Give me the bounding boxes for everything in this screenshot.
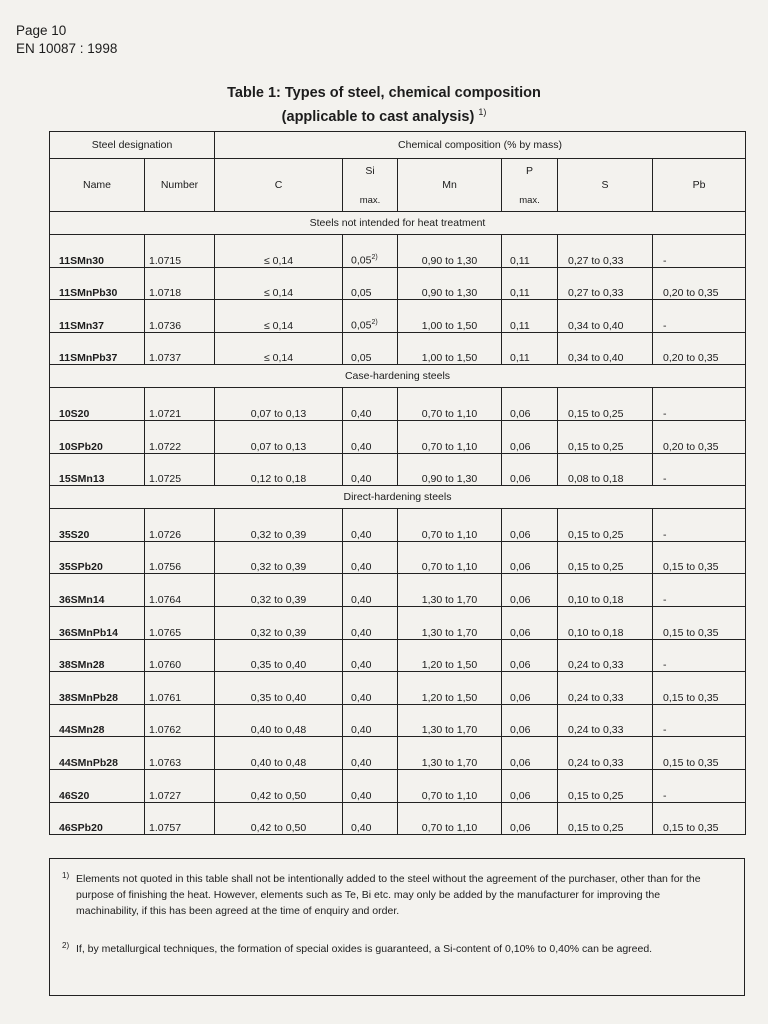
cell-mn: 1,20 to 1,50 — [398, 639, 502, 672]
table-row — [50, 672, 746, 705]
cell-c: 0,07 to 0,13 — [215, 420, 343, 453]
cell-p: 0,06 — [502, 672, 558, 705]
cell-c: 0,35 to 0,40 — [215, 639, 343, 672]
cell-number: 1.0760 — [145, 639, 215, 672]
cell-s: 0,24 to 0,33 — [558, 672, 653, 705]
header-number: Number — [145, 159, 215, 212]
cell-s: 0,27 to 0,33 — [558, 267, 653, 300]
footnote-1-text: Elements not quoted in this table shall not be intentionally added to the steel without the agreement of the purchaser, other than for the purpose of finishing the heat. However, elements such as Te, Bi etc. may only be added by the manufacturer for improving the machinability, if this has been agreed at the time of enquiry and order. — [76, 873, 701, 917]
cell-pb: - — [653, 769, 746, 802]
cell-c: ≤ 0,14 — [215, 267, 343, 300]
cell-c: 0,32 to 0,39 — [215, 509, 343, 542]
cell-name: 44SMnPb28 — [50, 737, 145, 770]
table-row — [50, 453, 746, 486]
cell-s: 0,24 to 0,33 — [558, 639, 653, 672]
cell-name: 10S20 — [50, 388, 145, 421]
section-header-row — [50, 212, 746, 235]
cell-p: 0,11 — [502, 300, 558, 333]
cell-name: 46S20 — [50, 769, 145, 802]
cell-number: 1.0756 — [145, 541, 215, 574]
cell-si — [343, 704, 398, 737]
cell-name: 15SMn13 — [50, 453, 145, 486]
cell-number: 1.0736 — [145, 300, 215, 333]
cell-si — [343, 639, 398, 672]
cell-s: 0,15 to 0,25 — [558, 802, 653, 835]
cell-si-value: 0,40 — [351, 407, 372, 420]
cell-si — [343, 769, 398, 802]
table-row — [50, 420, 746, 453]
cell-number: 1.0722 — [145, 420, 215, 453]
cell-number: 1.0725 — [145, 453, 215, 486]
cell-si-value: 0,40 — [351, 440, 372, 453]
cell-s: 0,10 to 0,18 — [558, 574, 653, 607]
footnote-2 — [62, 941, 722, 957]
cell-number: 1.0765 — [145, 606, 215, 639]
cell-c: ≤ 0,14 — [215, 332, 343, 365]
table-row — [50, 388, 746, 421]
cell-pb: 0,20 to 0,35 — [653, 332, 746, 365]
cell-c: 0,32 to 0,39 — [215, 541, 343, 574]
cell-pb: - — [653, 639, 746, 672]
cell-name: 36SMnPb14 — [50, 606, 145, 639]
cell-name: 11SMnPb30 — [50, 267, 145, 300]
cell-si — [343, 453, 398, 486]
table-row — [50, 606, 746, 639]
cell-name: 35SPb20 — [50, 541, 145, 574]
table-row — [50, 639, 746, 672]
cell-pb: - — [653, 704, 746, 737]
cell-si — [343, 235, 398, 268]
cell-si-value: 0,40 — [351, 756, 372, 769]
cell-number: 1.0762 — [145, 704, 215, 737]
cell-pb: 0,15 to 0,35 — [653, 737, 746, 770]
cell-s: 0,24 to 0,33 — [558, 704, 653, 737]
cell-si — [343, 574, 398, 607]
cell-mn: 1,30 to 1,70 — [398, 606, 502, 639]
cell-p: 0,06 — [502, 541, 558, 574]
cell-s: 0,27 to 0,33 — [558, 235, 653, 268]
cell-number: 1.0737 — [145, 332, 215, 365]
cell-mn: 1,30 to 1,70 — [398, 574, 502, 607]
cell-si-value: 0,40 — [351, 659, 372, 672]
cell-p: 0,06 — [502, 606, 558, 639]
cell-mn: 1,00 to 1,50 — [398, 332, 502, 365]
cell-s: 0,15 to 0,25 — [558, 388, 653, 421]
cell-s: 0,15 to 0,25 — [558, 769, 653, 802]
cell-p: 0,11 — [502, 267, 558, 300]
cell-si-value: 0,40 — [351, 822, 372, 835]
header-chemical-composition: Chemical composition (% by mass) — [215, 132, 746, 159]
footnotes-box — [49, 858, 745, 996]
cell-number: 1.0763 — [145, 737, 215, 770]
section-header-row — [50, 486, 746, 509]
table-row — [50, 332, 746, 365]
cell-si — [343, 509, 398, 542]
cell-si-value: 0,40 — [351, 724, 372, 737]
header-p-max: max. — [519, 194, 540, 206]
table-row — [50, 541, 746, 574]
cell-si-value: 0,40 — [351, 473, 372, 486]
cell-p: 0,06 — [502, 802, 558, 835]
cell-mn: 0,70 to 1,10 — [398, 388, 502, 421]
cell-p: 0,06 — [502, 453, 558, 486]
cell-c: 0,40 to 0,48 — [215, 704, 343, 737]
cell-pb: - — [653, 388, 746, 421]
table-row — [50, 704, 746, 737]
cell-mn: 1,00 to 1,50 — [398, 300, 502, 333]
table-row — [50, 300, 746, 333]
cell-number: 1.0764 — [145, 574, 215, 607]
cell-c: 0,40 to 0,48 — [215, 737, 343, 770]
cell-c: 0,42 to 0,50 — [215, 769, 343, 802]
cell-name: 10SPb20 — [50, 420, 145, 453]
cell-mn: 0,70 to 1,10 — [398, 420, 502, 453]
section-title: Case-hardening steels — [50, 365, 746, 388]
cell-p: 0,06 — [502, 769, 558, 802]
cell-c: 0,07 to 0,13 — [215, 388, 343, 421]
cell-c: 0,35 to 0,40 — [215, 672, 343, 705]
standard-reference: EN 10087 : 1998 — [16, 41, 118, 56]
table-title — [0, 84, 768, 127]
cell-si-value: 0,05 — [351, 254, 372, 267]
cell-number: 1.0757 — [145, 802, 215, 835]
cell-si — [343, 332, 398, 365]
page-header — [16, 22, 117, 58]
cell-s: 0,34 to 0,40 — [558, 300, 653, 333]
footnote-2-text: If, by metallurgical techniques, the formation of special oxides is guaranteed, a Si-content of 0,10% to 0,40% can be agreed. — [76, 943, 653, 955]
cell-si-value: 0,40 — [351, 561, 372, 574]
cell-name: 44SMn28 — [50, 704, 145, 737]
section-title: Direct-hardening steels — [50, 486, 746, 509]
cell-pb: - — [653, 235, 746, 268]
cell-number: 1.0761 — [145, 672, 215, 705]
header-p-label: P — [525, 164, 533, 177]
table-row — [50, 235, 746, 268]
cell-number: 1.0715 — [145, 235, 215, 268]
header-c: C — [215, 159, 343, 212]
cell-name: 35S20 — [50, 509, 145, 542]
cell-si-value: 0,40 — [351, 528, 372, 541]
cell-mn: 1,30 to 1,70 — [398, 737, 502, 770]
cell-s: 0,08 to 0,18 — [558, 453, 653, 486]
table-body — [50, 212, 746, 835]
cell-pb: 0,15 to 0,35 — [653, 606, 746, 639]
cell-p: 0,06 — [502, 388, 558, 421]
header-pb: Pb — [653, 159, 746, 212]
cell-si-value: 0,05 — [351, 319, 372, 332]
section-title: Steels not intended for heat treatment — [50, 212, 746, 235]
cell-mn: 0,70 to 1,10 — [398, 509, 502, 542]
table-row — [50, 769, 746, 802]
cell-si — [343, 672, 398, 705]
header-mn: Mn — [398, 159, 502, 212]
page-number: Page 10 — [16, 23, 67, 38]
cell-name: 11SMn37 — [50, 300, 145, 333]
table-row — [50, 509, 746, 542]
cell-mn: 1,30 to 1,70 — [398, 704, 502, 737]
cell-p: 0,06 — [502, 704, 558, 737]
cell-p: 0,11 — [502, 235, 558, 268]
cell-si — [343, 300, 398, 333]
cell-pb: - — [653, 574, 746, 607]
cell-p: 0,06 — [502, 737, 558, 770]
header-s: S — [558, 159, 653, 212]
cell-si — [343, 737, 398, 770]
table-title-line1: Table 1: Types of steel, chemical composition — [227, 85, 541, 101]
cell-s: 0,15 to 0,25 — [558, 420, 653, 453]
footnote-marker: 2) — [371, 319, 378, 327]
table-row — [50, 802, 746, 835]
cell-si-value: 0,40 — [351, 691, 372, 704]
cell-mn: 0,90 to 1,30 — [398, 267, 502, 300]
cell-pb: 0,20 to 0,35 — [653, 420, 746, 453]
title-footnote-marker: 1) — [478, 107, 487, 117]
cell-name: 38SMnPb28 — [50, 672, 145, 705]
cell-s: 0,10 to 0,18 — [558, 606, 653, 639]
cell-s: 0,15 to 0,25 — [558, 509, 653, 542]
cell-si — [343, 420, 398, 453]
cell-si-value: 0,05 — [351, 352, 372, 365]
header-p — [502, 159, 558, 212]
cell-mn: 0,70 to 1,10 — [398, 541, 502, 574]
cell-si — [343, 388, 398, 421]
cell-number: 1.0718 — [145, 267, 215, 300]
table-title-line2 — [0, 103, 768, 127]
cell-si-value: 0,40 — [351, 593, 372, 606]
cell-si — [343, 802, 398, 835]
cell-number: 1.0726 — [145, 509, 215, 542]
header-name: Name — [50, 159, 145, 212]
cell-p: 0,06 — [502, 420, 558, 453]
cell-si-value: 0,40 — [351, 789, 372, 802]
cell-name: 46SPb20 — [50, 802, 145, 835]
cell-pb: 0,20 to 0,35 — [653, 267, 746, 300]
cell-mn: 0,90 to 1,30 — [398, 235, 502, 268]
cell-mn: 0,70 to 1,10 — [398, 802, 502, 835]
cell-si-value: 0,40 — [351, 626, 372, 639]
table-row — [50, 267, 746, 300]
cell-s: 0,34 to 0,40 — [558, 332, 653, 365]
cell-name: 38SMn28 — [50, 639, 145, 672]
cell-mn: 0,90 to 1,30 — [398, 453, 502, 486]
cell-p: 0,06 — [502, 574, 558, 607]
cell-si — [343, 267, 398, 300]
cell-si-value: 0,05 — [351, 287, 372, 300]
header-steel-designation: Steel designation — [50, 132, 215, 159]
cell-c: 0,42 to 0,50 — [215, 802, 343, 835]
steel-composition-table — [49, 131, 746, 835]
footnote-marker: 2) — [371, 254, 378, 262]
cell-number: 1.0727 — [145, 769, 215, 802]
footnote-1 — [62, 871, 722, 919]
cell-s: 0,15 to 0,25 — [558, 541, 653, 574]
table-title-subtitle: (applicable to cast analysis) — [281, 108, 475, 125]
cell-pb: - — [653, 509, 746, 542]
cell-s: 0,24 to 0,33 — [558, 737, 653, 770]
cell-name: 36SMn14 — [50, 574, 145, 607]
cell-p: 0,11 — [502, 332, 558, 365]
table-row — [50, 574, 746, 607]
header-si — [343, 159, 398, 212]
cell-c: 0,32 to 0,39 — [215, 606, 343, 639]
cell-c: ≤ 0,14 — [215, 300, 343, 333]
table-row — [50, 737, 746, 770]
cell-c: 0,32 to 0,39 — [215, 574, 343, 607]
cell-pb: - — [653, 453, 746, 486]
section-header-row — [50, 365, 746, 388]
footnote-1-marker: 1) — [62, 871, 70, 880]
cell-pb: 0,15 to 0,35 — [653, 672, 746, 705]
cell-mn: 0,70 to 1,10 — [398, 769, 502, 802]
footnote-2-marker: 2) — [62, 941, 70, 950]
cell-p: 0,06 — [502, 639, 558, 672]
cell-si — [343, 606, 398, 639]
cell-si — [343, 541, 398, 574]
cell-c: 0,12 to 0,18 — [215, 453, 343, 486]
header-si-label: Si — [365, 164, 375, 177]
header-si-max: max. — [359, 194, 381, 206]
cell-pb: - — [653, 300, 746, 333]
cell-name: 11SMnPb37 — [50, 332, 145, 365]
cell-p: 0,06 — [502, 509, 558, 542]
cell-mn: 1,20 to 1,50 — [398, 672, 502, 705]
cell-name: 11SMn30 — [50, 235, 145, 268]
cell-pb: 0,15 to 0,35 — [653, 541, 746, 574]
cell-pb: 0,15 to 0,35 — [653, 802, 746, 835]
cell-c: ≤ 0,14 — [215, 235, 343, 268]
cell-number: 1.0721 — [145, 388, 215, 421]
